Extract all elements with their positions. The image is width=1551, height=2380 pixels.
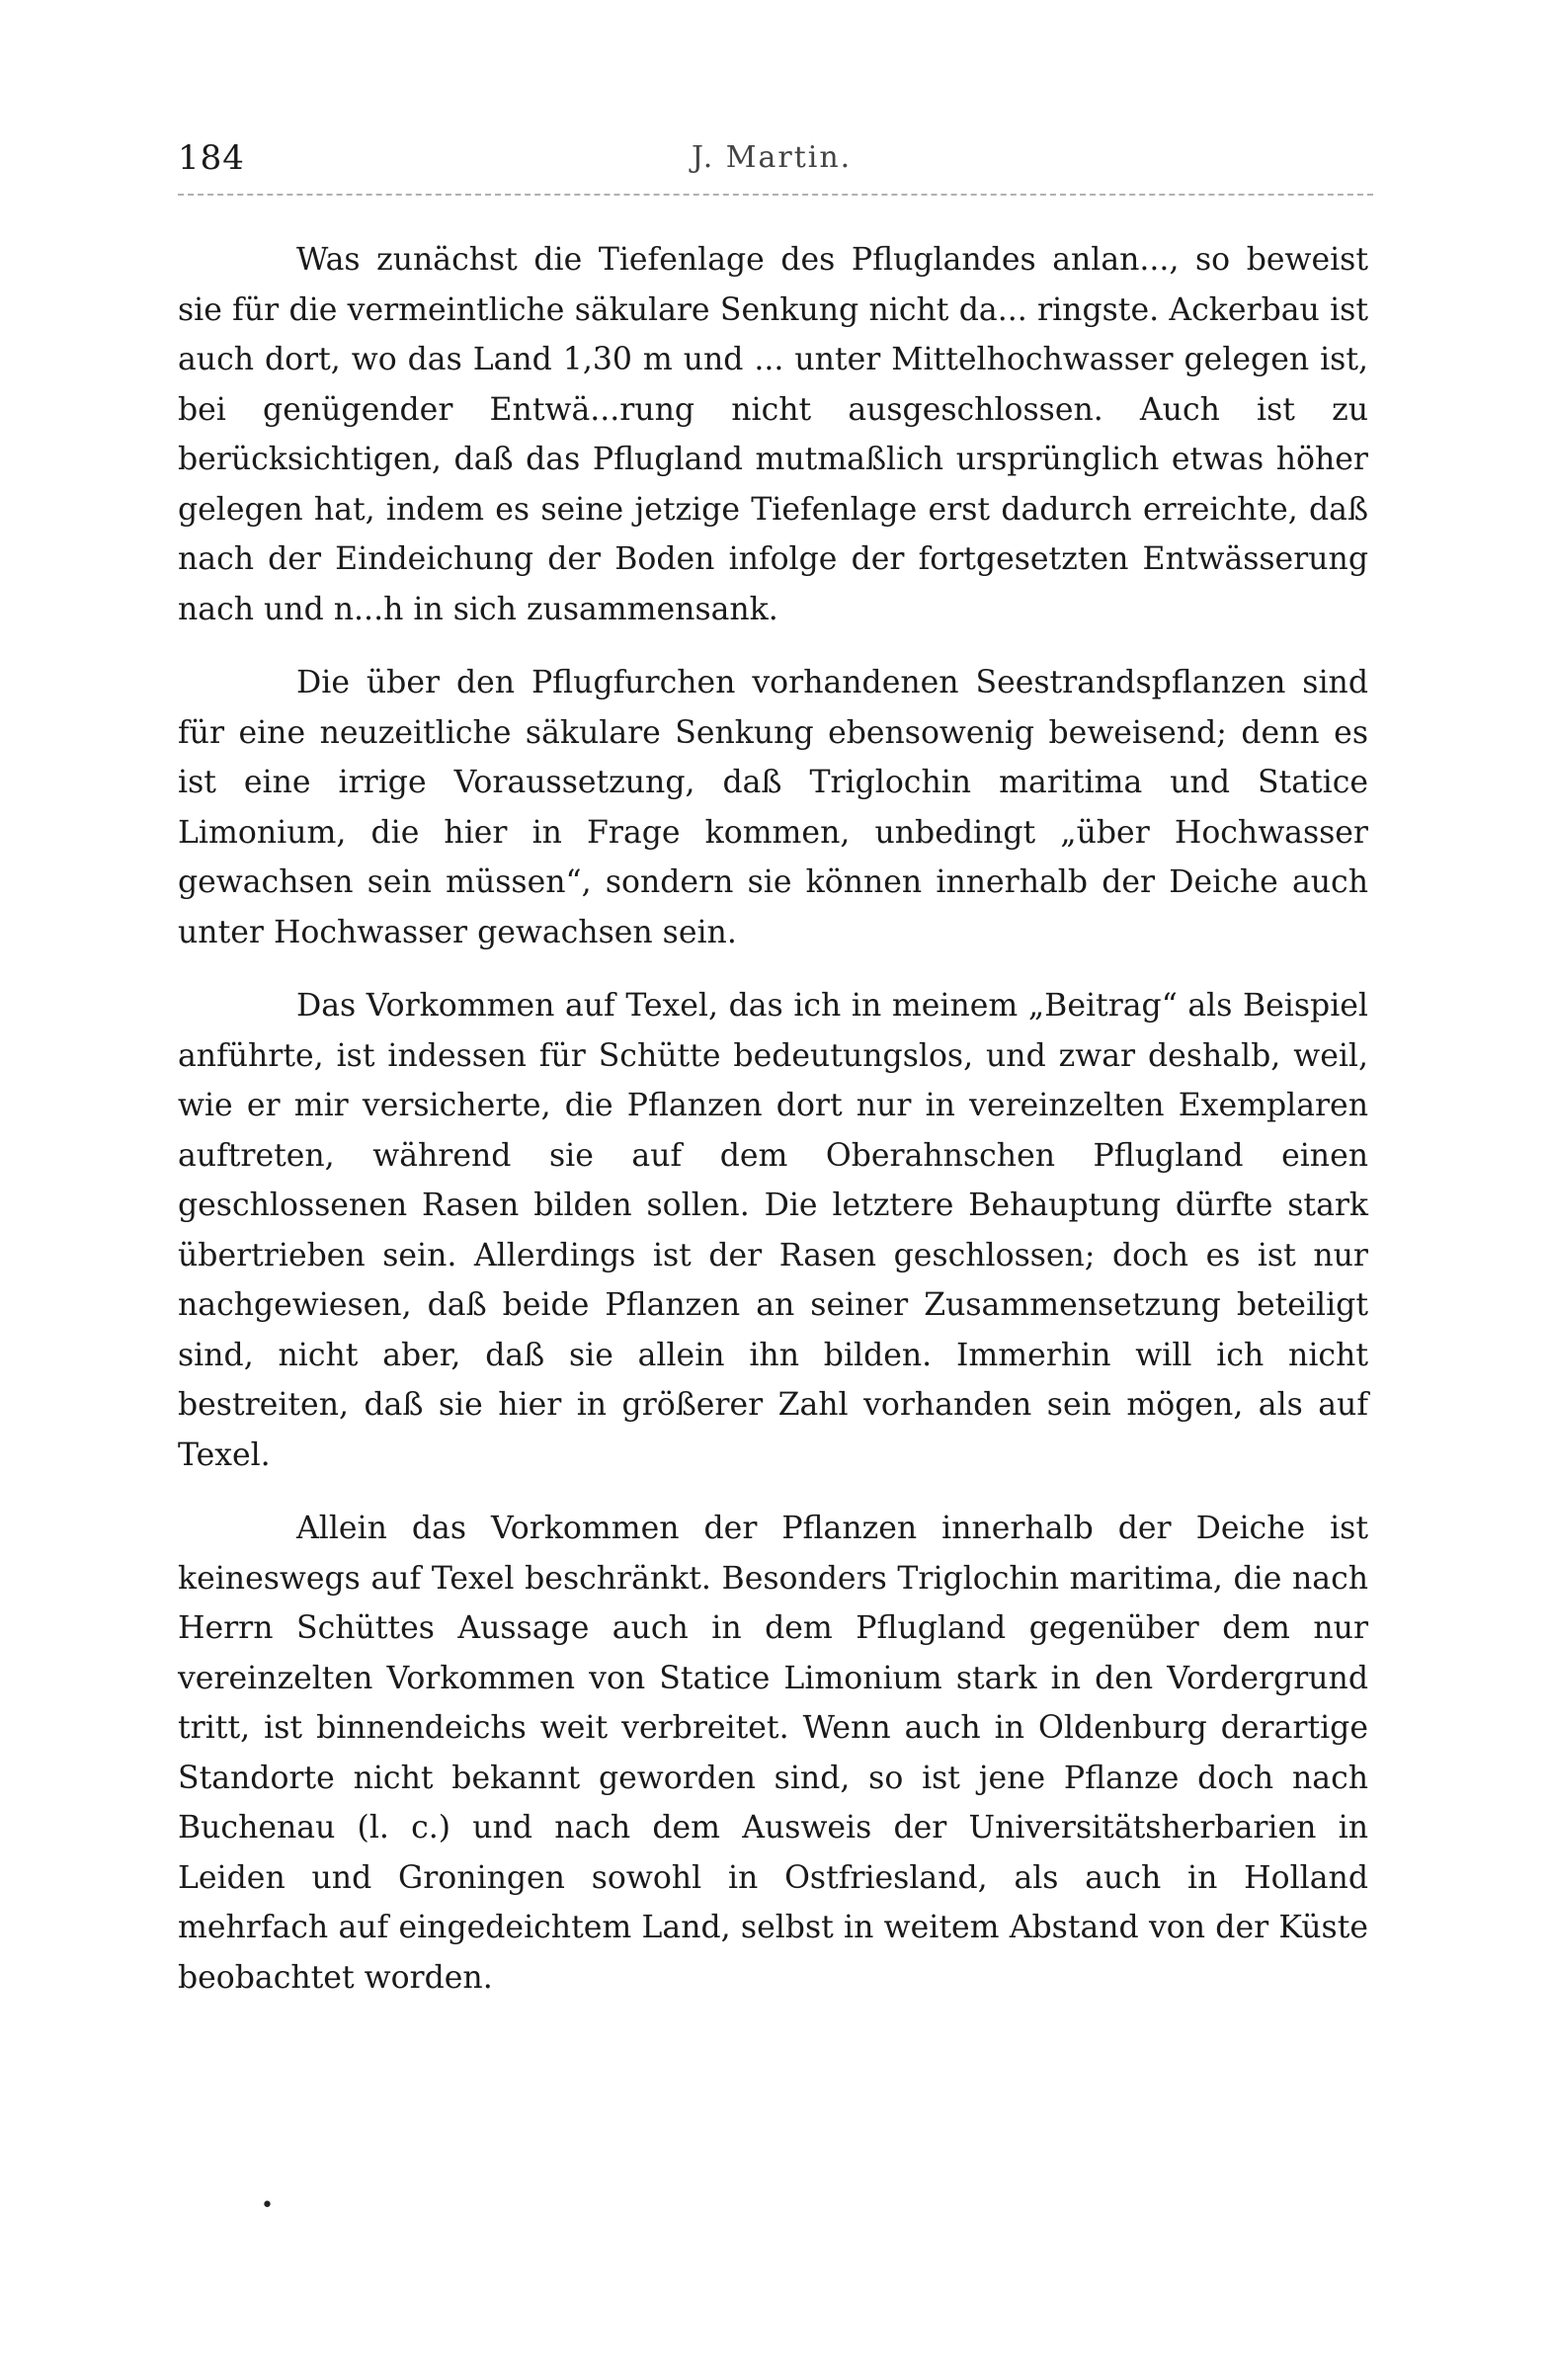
running-head-author: J. Martin.	[692, 140, 853, 175]
body-text	[178, 235, 1368, 2026]
footer-dot-mark: •	[261, 2193, 274, 2218]
header-rule	[178, 194, 1373, 196]
paragraph-4: Allein das Vorkommen der Pflanzen innerhalb der Deiche ist keineswegs auf Texel beschränkt. Besonders Triglochin maritima, die nach Herrn Schüttes Aussage auch in dem Pflugland gegenüber dem nur vereinzelten Vorkommen von Statice Limonium stark in den Vordergrund tritt, ist binnendeichs weit verbreitet. Wenn auch in Oldenburg derartige Standorte nicht bekannt geworden sind, so ist jene Pflanze doch nach Buchenau (l. c.) und nach dem Ausweis der Universitätsherbarien in Leiden und Groningen sowohl in Ostfriesland, als auch in Holland mehrfach auf eingedeichtem Land, selbst in weitem Abstand von der Küste beobachtet worden.	[178, 1511, 1368, 1996]
page-number: 184	[178, 138, 245, 178]
paragraph-2: Die über den Pflugfurchen vorhandenen Seestrandspflanzen sind für eine neuzeitliche säkulare Senkung ebensowenig beweisend; denn es ist eine irrige Voraussetzung, daß Triglochin maritima und Statice Limonium, die hier in Frage kommen, unbedingt „über Hochwasser gewachsen sein müssen“, sondern sie können innerhalb der Deiche auch unter Hochwasser gewachsen sein.	[178, 665, 1368, 950]
running-head	[178, 138, 1373, 188]
paragraph-3: Das Vorkommen auf Texel, das ich in meinem „Beitrag“ als Beispiel anführte, ist indessen für Schütte bedeutungslos, und zwar deshalb, weil, wie er mir versicherte, die Pflanzen dort nur in vereinzelten Exemplaren auftreten, während sie auf dem Oberahnschen Pflugland einen geschlossenen Rasen bilden sollen. Die letztere Behauptung dürfte stark übertrieben sein. Allerdings ist der Rasen geschlossen; doch es ist nur nachgewiesen, daß beide Pflanzen an seiner Zusammensetzung beteiligt sind, nicht aber, daß sie allein ihn bilden. Immerhin will ich nicht bestreiten, daß sie hier in größerer Zahl vorhanden sein mögen, als auf Texel.	[178, 988, 1368, 1473]
paragraph-1: Was zunächst die Tiefenlage des Pfluglandes anlan..., so beweist sie für die vermeintliche säkulare Senkung nicht da... ringste. Ackerbau ist auch dort, wo das Land 1,30 m und ... unter Mittelhochwasser gelegen ist, bei genügender Entwä...rung nicht ausgeschlossen. Auch ist zu berücksichtigen, daß das Pflugland mutmaßlich ursprünglich etwas höher gelegen hat, indem es seine jetzige Tiefenlage erst dadurch erreichte, daß nach der Eindeichung der Boden infolge der fortgesetzten Entwässerung nach und n...h in sich zusammensank.	[178, 242, 1368, 627]
